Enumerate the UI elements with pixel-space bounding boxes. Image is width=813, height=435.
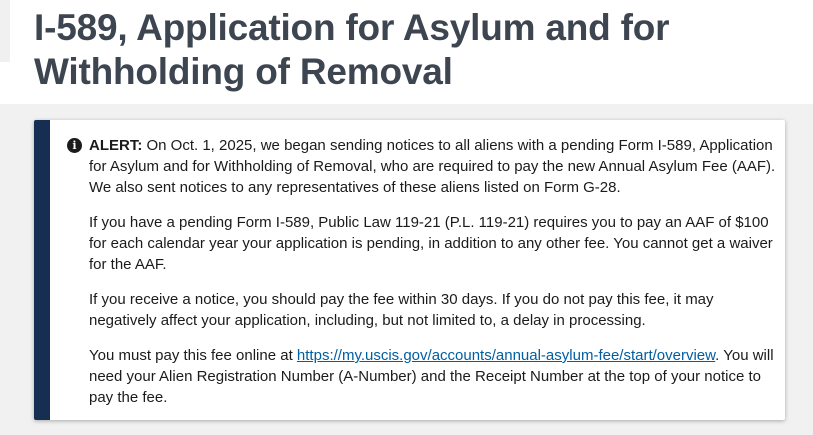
alert-body	[89, 135, 779, 408]
alert-paragraph-4-tail: . You will need your Alien Registration Number (A-Number) and the Receipt Number at the top of your notice to pay the fee.	[89, 347, 774, 406]
alert-paragraph-1-text: On Oct. 1, 2025, we began sending notices to all aliens with a pending Form I-589, Application for Asylum and for Withholding of Removal, who are required to pay the new Annual Asylum Fee (AAF). We also sent notices to any representatives of these aliens listed on Form G-28.	[89, 137, 776, 196]
alert-box	[34, 120, 785, 420]
alert-paragraph-4	[89, 345, 779, 408]
annual-asylum-fee-link[interactable]: https://my.uscis.gov/accounts/annual-asylum-fee/start/overview	[296, 347, 716, 364]
page-title: I-589, Application for Asylum and for Withholding of Removal	[34, 7, 670, 92]
alert-paragraph-4-lead: You must pay this fee online at	[89, 347, 297, 364]
alert-paragraph-1	[89, 135, 779, 198]
alert-label: ALERT:	[89, 137, 143, 154]
left-gutter	[0, 0, 10, 62]
info-icon: i	[67, 138, 82, 153]
alert-paragraph-3: If you receive a notice, you should pay the fee within 30 days. If you do not pay this fee, it may negatively affect your application, including, but not limited to, a delay in processing.	[89, 291, 714, 329]
alert-paragraph-2: If you have a pending Form I-589, Public Law 119-21 (P.L. 119-21) requires you to pay an AAF of $100 for each calendar year your application is pending, in addition to any other fee. You cannot get a waiver for the AAF.	[89, 214, 773, 273]
